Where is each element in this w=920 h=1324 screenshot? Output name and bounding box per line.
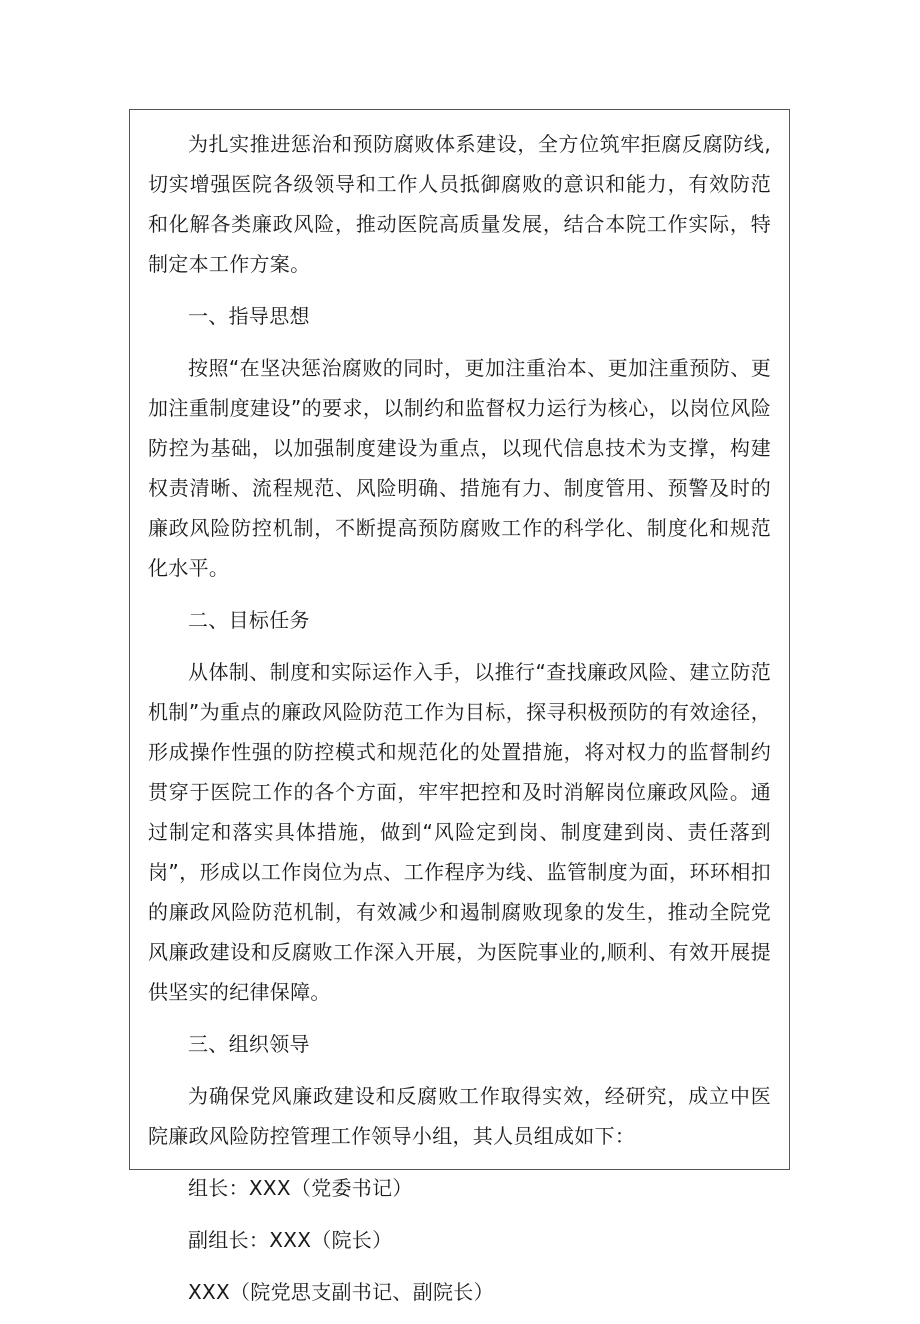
member-line-leader: 组长：XXX（党委书记） bbox=[188, 1176, 413, 1200]
member-line-member: XXX（院党思支副书记、副院长） bbox=[188, 1280, 494, 1304]
section-heading-guiding-ideology: 一、指导思想 bbox=[188, 304, 310, 328]
document-content bbox=[130, 110, 789, 1324]
goals-tasks-paragraph: 从体制、制度和实际运作入手，以推行“查找廉政风险、建立防范机制”为重点的廉政风险防范工作为目标，探寻积极预防的有效途径，形成操作性强的防控模式和规范化的处置措施，将对权力的监督制约贯穿于医院工作的各个方面，牢牢把控和及时消解岗位廉政风险。通过制定和落实具体措施，做到“风险定到岗、制度建到岗、责任落到岗”，形成以工作岗位为点、工作程序为线、监管制度为面，环环相扣的廉政风险防范机制，有效减少和遏制腐败现象的发生，推动全院党风廉政建设和反腐败工作深入开展，为医院事业的,顺利、有效开展提供坚实的纪律保障。 bbox=[148, 660, 771, 1004]
section-heading-organization: 三、组织领导 bbox=[188, 1032, 310, 1056]
intro-paragraph: 为扎实推进惩治和预防腐败体系建设，全方位筑牢拒腐反腐防线,切实增强医院各级领导和工作人员抵御腐败的意识和能力，有效防范和化解各类廉政风险，推动医院高质量发展，结合本院工作实际，特制定本工作方案。 bbox=[148, 132, 771, 276]
document-frame bbox=[129, 109, 790, 1304]
guiding-ideology-paragraph: 按照“在坚决惩治腐败的同时，更加注重治本、更加注重预防、更加注重制度建设”的要求，以制约和监督权力运行为核心，以岗位风险防控为基础，以加强制度建设为重点，以现代信息技术为支撑，构建权责清晰、流程规范、风险明确、措施有力、制度管用、预警及时的廉政风险防控机制，不断提高预防腐败工作的科学化、制度化和规范化水平。 bbox=[148, 356, 771, 580]
member-line-deputy-leader: 副组长：XXX（院长） bbox=[188, 1228, 393, 1252]
organization-paragraph: 为确保党风廉政建设和反腐败工作取得实效，经研究，成立中医院廉政风险防控管理工作领导小组，其人员组成如下： bbox=[148, 1084, 771, 1148]
section-heading-goals-tasks: 二、目标任务 bbox=[188, 608, 310, 632]
